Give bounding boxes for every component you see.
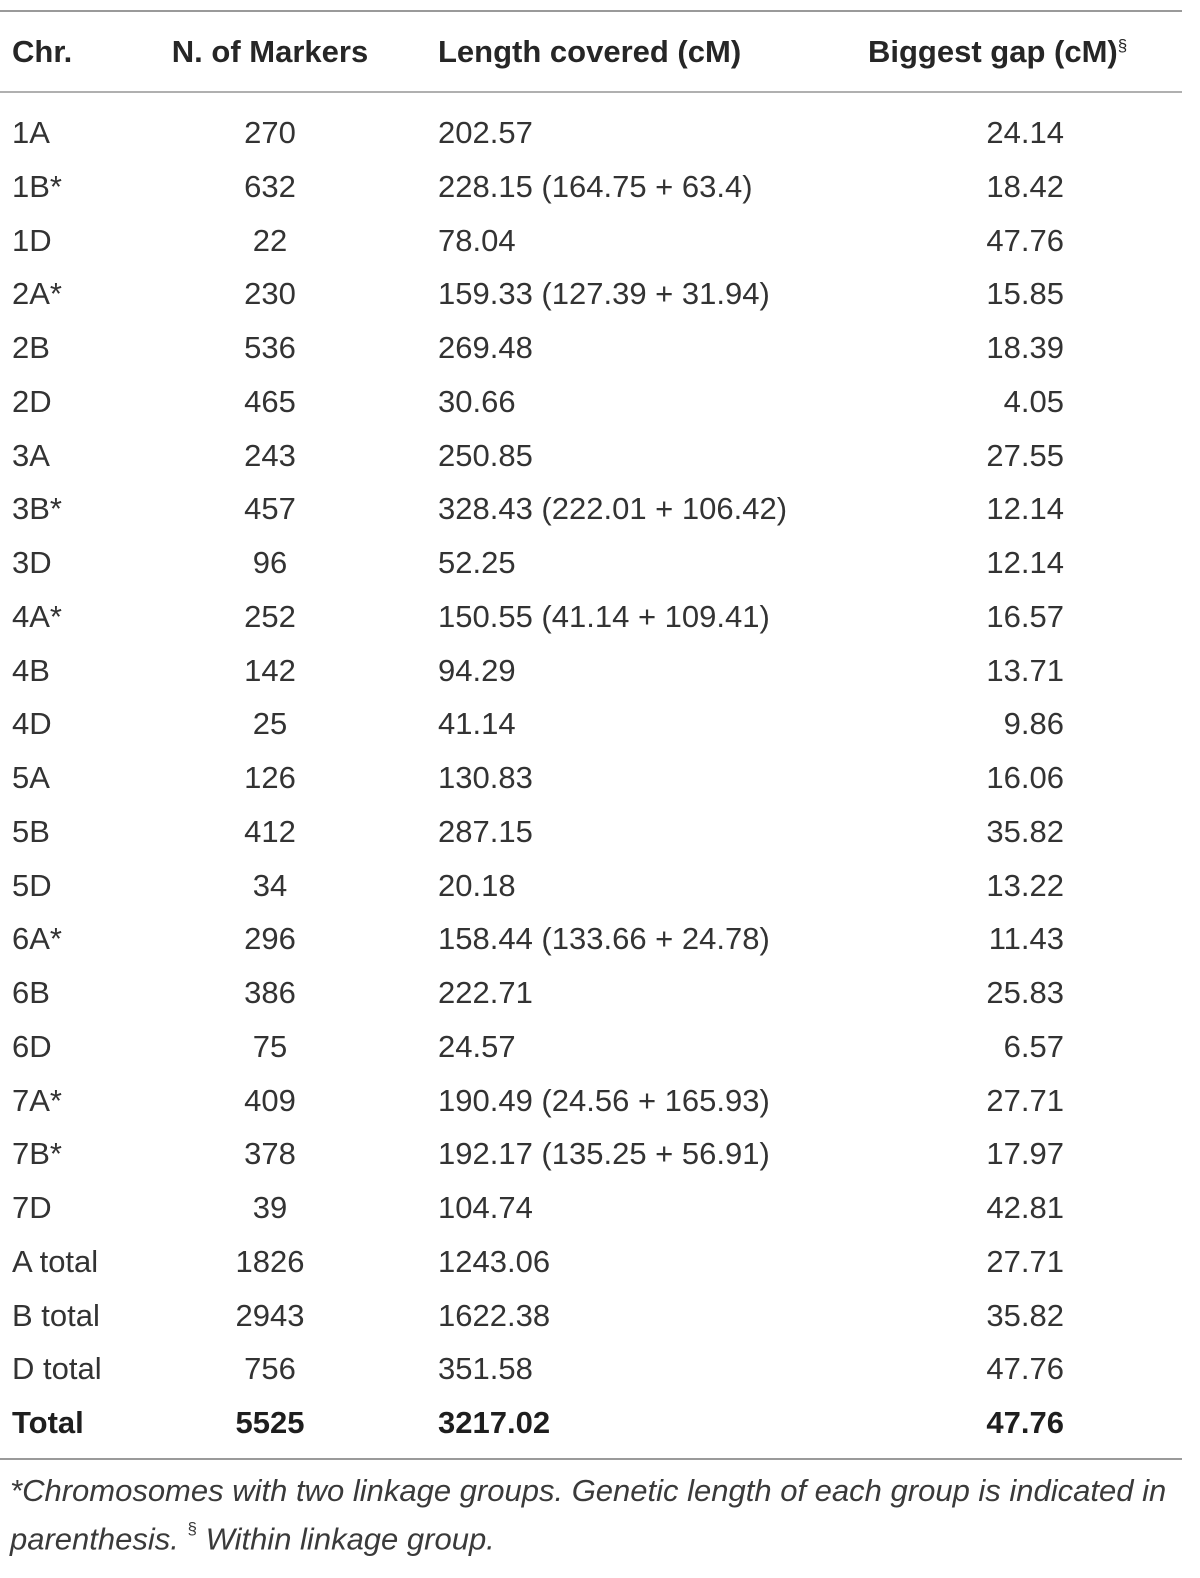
cell-markers: 22 (252, 222, 288, 258)
cell-markers: 386 (244, 975, 296, 1010)
cell-chr: Total (12, 1405, 84, 1440)
cell-chr: 2B (12, 330, 50, 365)
cell-length: 52.25 (438, 545, 516, 580)
cell-length: 202.57 (438, 115, 533, 150)
cell-gap: 15.85 (986, 276, 1064, 312)
footnote-text-2: Within linkage group. (196, 1521, 495, 1557)
cell-markers: 75 (252, 1028, 288, 1064)
table-row (0, 697, 1182, 751)
cell-length: 190.49 (24.56 + 165.93) (438, 1082, 770, 1118)
header-gap-sup: § (1117, 36, 1128, 55)
cell-chr: 4B (12, 652, 50, 688)
cell-chr: B total (12, 1297, 100, 1333)
cell-markers: 34 (252, 867, 288, 903)
cell-gap: 47.76 (986, 1405, 1064, 1440)
cell-gap: 18.39 (986, 330, 1064, 365)
table-row (0, 1127, 1182, 1181)
cell-chr: 5B (12, 813, 50, 849)
cell-chr: 3B* (12, 491, 62, 527)
cell-chr: 6D (12, 1028, 52, 1064)
cell-length: 250.85 (438, 437, 533, 473)
table-row (0, 482, 1182, 536)
cell-length: 150.55 (41.14 + 109.41) (438, 598, 770, 634)
table-row (0, 1289, 1182, 1343)
table-row (0, 751, 1182, 805)
header-gap-label: Biggest gap (cM) (868, 34, 1118, 69)
table-row (0, 267, 1182, 321)
cell-chr: 1B* (12, 168, 62, 204)
cell-chr: 1D (12, 222, 52, 258)
table-row (0, 859, 1182, 913)
cell-gap: 6.57 (1003, 1028, 1064, 1064)
table-body (0, 106, 1182, 1450)
table-row (0, 1181, 1182, 1235)
table-row (0, 1396, 1182, 1450)
cell-gap: 4.05 (1003, 383, 1064, 419)
cell-markers: 457 (244, 491, 296, 527)
cell-length: 159.33 (127.39 + 31.94) (438, 276, 770, 312)
cell-markers: 296 (244, 921, 296, 957)
cell-gap: 35.82 (986, 813, 1064, 849)
cell-markers: 230 (244, 276, 296, 312)
cell-chr: 4D (12, 706, 52, 742)
cell-gap: 42.81 (986, 1190, 1064, 1225)
table-row (0, 590, 1182, 644)
cell-chr: 7B* (12, 1136, 62, 1172)
cell-gap: 25.83 (986, 975, 1064, 1010)
cell-gap: 27.55 (986, 437, 1064, 473)
cell-gap: 12.14 (986, 491, 1064, 527)
cell-length: 30.66 (438, 383, 516, 419)
header-chr: Chr. (12, 34, 73, 69)
header-rule (0, 91, 1182, 93)
cell-length: 41.14 (438, 706, 516, 742)
cell-markers: 1826 (235, 1243, 305, 1279)
cell-gap: 13.22 (986, 867, 1064, 903)
cell-gap: 16.57 (986, 598, 1064, 634)
cell-length: 1622.38 (438, 1297, 551, 1333)
cell-length: 287.15 (438, 813, 533, 849)
cell-gap: 11.43 (988, 921, 1064, 957)
cell-chr: A total (12, 1243, 99, 1279)
header-length: Length covered (cM) (438, 34, 742, 69)
cell-length: 24.57 (438, 1028, 516, 1064)
cell-length: 351.58 (438, 1351, 533, 1387)
cell-markers: 756 (244, 1351, 296, 1387)
cell-length: 269.48 (438, 330, 533, 365)
cell-markers: 536 (244, 330, 296, 365)
cell-length: 222.71 (438, 975, 533, 1010)
cell-chr: 1A (12, 115, 50, 150)
cell-markers: 25 (252, 706, 288, 742)
cell-markers: 5525 (235, 1405, 305, 1440)
table-row (0, 536, 1182, 590)
cell-markers: 2943 (235, 1297, 305, 1333)
cell-length: 78.04 (438, 222, 516, 258)
cell-length: 192.17 (135.25 + 56.91) (438, 1136, 770, 1172)
cell-markers: 142 (244, 652, 296, 688)
table-row (0, 321, 1182, 375)
cell-gap: 12.14 (986, 545, 1064, 580)
table-row (0, 214, 1182, 268)
table-row (0, 1342, 1182, 1396)
table-row (0, 1074, 1182, 1128)
cell-chr: 3D (12, 545, 52, 580)
cell-markers: 270 (244, 115, 296, 150)
cell-chr: 7D (12, 1190, 52, 1225)
footnote (10, 1470, 1185, 1560)
table-row (0, 106, 1182, 160)
table-row (0, 375, 1182, 429)
cell-chr: 6B (12, 975, 50, 1010)
cell-gap: 17.97 (986, 1136, 1064, 1172)
cell-markers: 243 (244, 437, 296, 473)
cell-chr: 2A* (12, 276, 62, 312)
cell-gap: 16.06 (986, 760, 1064, 795)
footnote-sup: § (187, 1519, 197, 1538)
cell-markers: 126 (244, 760, 296, 795)
cell-length: 3217.02 (438, 1405, 551, 1440)
cell-gap: 27.71 (986, 1243, 1064, 1279)
table-row (0, 1235, 1182, 1289)
table-row (0, 429, 1182, 483)
table-row (0, 912, 1182, 966)
cell-chr: 7A* (12, 1082, 62, 1118)
cell-length: 104.74 (438, 1190, 533, 1225)
cell-chr: 3A (12, 437, 50, 473)
cell-length: 130.83 (438, 760, 533, 795)
cell-chr: 4A* (12, 598, 62, 634)
cell-markers: 39 (252, 1190, 288, 1225)
cell-markers: 465 (244, 383, 296, 419)
cell-markers: 632 (244, 168, 296, 204)
table-row (0, 805, 1182, 859)
cell-gap: 24.14 (986, 115, 1064, 150)
cell-markers: 409 (244, 1082, 296, 1118)
cell-chr: 5D (12, 867, 52, 903)
top-rule (0, 10, 1182, 12)
cell-gap: 47.76 (986, 222, 1064, 258)
cell-length: 1243.06 (438, 1243, 551, 1279)
cell-length: 228.15 (164.75 + 63.4) (438, 168, 753, 204)
header-markers: N. of Markers (171, 34, 369, 69)
cell-gap: 35.82 (986, 1297, 1064, 1333)
cell-chr: 2D (12, 383, 52, 419)
bottom-rule (0, 1458, 1182, 1460)
cell-length: 158.44 (133.66 + 24.78) (438, 921, 770, 957)
table-row (0, 160, 1182, 214)
cell-markers: 96 (252, 545, 288, 580)
cell-gap: 18.42 (986, 168, 1064, 204)
cell-markers: 252 (244, 598, 296, 634)
footnote-text-1: *Chromosomes with two linkage groups. Genetic length of each group is indicated in parenthesis. (10, 1473, 1167, 1557)
cell-length: 20.18 (438, 867, 516, 903)
cell-gap: 13.71 (986, 652, 1064, 688)
cell-markers: 378 (244, 1136, 296, 1172)
header-gap (868, 22, 1127, 82)
cell-gap: 27.71 (986, 1082, 1064, 1118)
cell-gap: 9.86 (1003, 706, 1064, 742)
cell-gap: 47.76 (986, 1351, 1064, 1387)
cell-chr: 6A* (12, 921, 62, 957)
cell-chr: 5A (12, 760, 50, 795)
cell-chr: D total (12, 1351, 102, 1387)
table-row (0, 644, 1182, 698)
table-row (0, 966, 1182, 1020)
cell-markers: 412 (244, 813, 296, 849)
table-row (0, 1020, 1182, 1074)
cell-length: 94.29 (438, 652, 516, 688)
cell-length: 328.43 (222.01 + 106.42) (438, 491, 788, 527)
